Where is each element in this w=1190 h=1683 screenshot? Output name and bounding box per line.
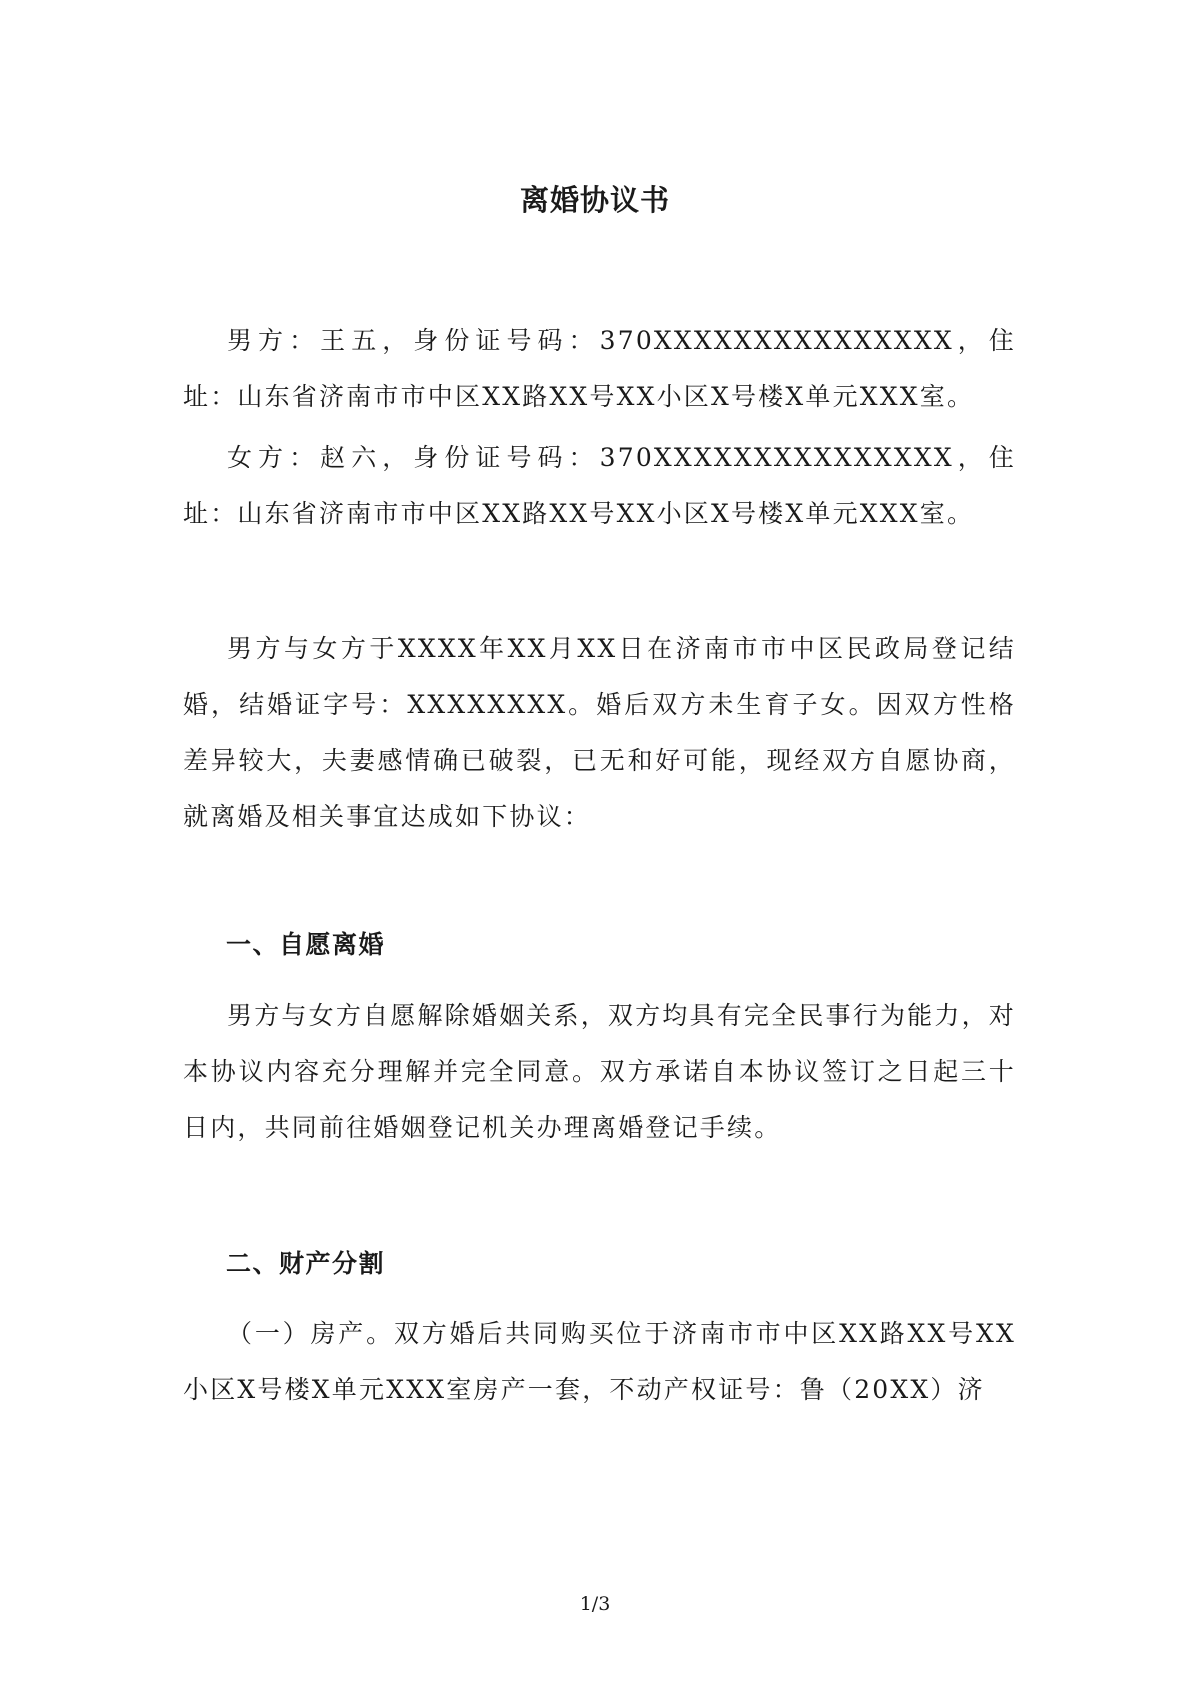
document-title: 离婚协议书 [519,183,670,217]
section-heading-voluntary-divorce: 一、自愿离婚 [226,930,386,959]
section-body-house: （一）房产。双方婚后共同购买位于济南市市中区XX路XX号XX小区X号楼X单元XXX室房产一套，不动产权证号：鲁（20XX）济 [183,1319,1016,1404]
party-female-paragraph: 女方：赵六，身份证号码：370XXXXXXXXXXXXXXX，住址：山东省济南市市中区XX路XX号XX小区X号楼X单元XXX室。 [183,443,1016,528]
section-body-voluntary-divorce: 男方与女方自愿解除婚姻关系，双方均具有完全民事行为能力，对本协议内容充分理解并完全同意。双方承诺自本协议签订之日起三十日内，共同前往婚姻登记机关办理离婚登记手续。 [183,1001,1016,1142]
party-male-paragraph: 男方：王五，身份证号码：370XXXXXXXXXXXXXXX，住址：山东省济南市市中区XX路XX号XX小区X号楼X单元XXX室。 [183,326,1016,411]
section-heading-property-division: 二、财产分割 [226,1249,386,1278]
page-number: 1/3 [579,1593,611,1615]
intro-paragraph: 男方与女方于XXXX年XX月XX日在济南市市中区民政局登记结婚，结婚证字号：XXXXXXXX。婚后双方未生育子女。因双方性格差异较大，夫妻感情确已破裂，已无和好可能，现经双方自愿协商，就离婚及相关事宜达成如下协议： [183,634,1016,831]
